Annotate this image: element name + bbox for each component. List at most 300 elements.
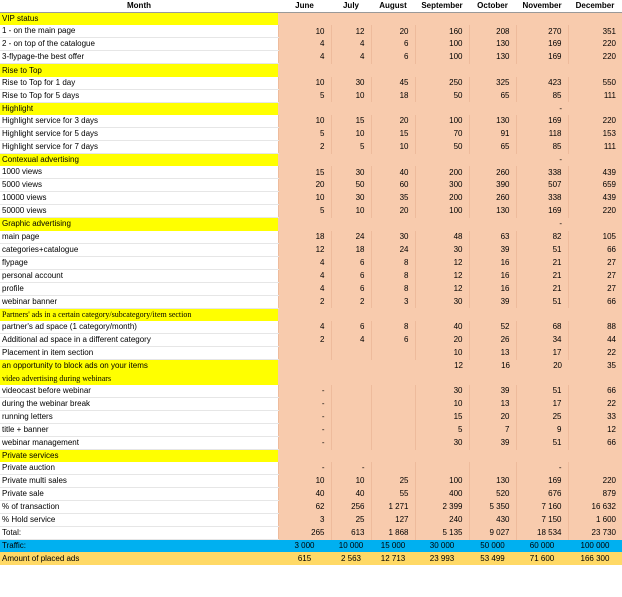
value-cell[interactable]: 100 xyxy=(415,51,469,64)
value-cell[interactable] xyxy=(371,411,415,424)
value-cell[interactable]: 1 600 xyxy=(568,514,622,527)
value-cell[interactable]: 30 000 xyxy=(415,540,469,553)
row-label-cell[interactable]: Placement in item section xyxy=(0,347,278,360)
value-cell[interactable]: 34 xyxy=(516,334,568,347)
value-cell[interactable]: 52 xyxy=(469,321,516,334)
value-cell[interactable]: 35 xyxy=(568,360,622,373)
value-cell[interactable] xyxy=(278,360,331,373)
value-cell[interactable] xyxy=(415,450,469,463)
value-cell[interactable]: 5 350 xyxy=(469,501,516,514)
value-cell[interactable]: 300 xyxy=(415,179,469,192)
value-cell[interactable]: 220 xyxy=(568,115,622,128)
value-cell[interactable]: 15 xyxy=(278,166,331,179)
row-label-cell[interactable]: webinar management xyxy=(0,437,278,450)
value-cell[interactable]: 4 xyxy=(331,51,371,64)
value-cell[interactable]: 25 xyxy=(331,514,371,527)
section-label-cell[interactable]: Private services xyxy=(0,450,278,463)
value-cell[interactable]: 20 xyxy=(469,411,516,424)
value-cell[interactable]: 1 868 xyxy=(371,527,415,540)
row-label-cell[interactable]: flypage xyxy=(0,256,278,269)
value-cell[interactable] xyxy=(371,64,415,77)
value-cell[interactable]: 7 xyxy=(469,424,516,437)
row-label-cell[interactable]: Highlight service for 7 days xyxy=(0,141,278,154)
value-cell[interactable]: 66 xyxy=(568,295,622,308)
header-september[interactable]: September xyxy=(415,0,469,13)
value-cell[interactable] xyxy=(278,102,331,115)
value-cell[interactable]: 338 xyxy=(516,166,568,179)
value-cell[interactable] xyxy=(415,462,469,475)
value-cell[interactable]: 50 xyxy=(415,89,469,102)
value-cell[interactable]: 39 xyxy=(469,437,516,450)
value-cell[interactable] xyxy=(469,218,516,231)
value-cell[interactable]: 118 xyxy=(516,128,568,141)
value-cell[interactable]: - xyxy=(516,218,568,231)
value-cell[interactable]: 20 xyxy=(371,115,415,128)
value-cell[interactable]: 8 xyxy=(371,256,415,269)
value-cell[interactable]: 6 xyxy=(371,334,415,347)
value-cell[interactable]: 613 xyxy=(331,527,371,540)
value-cell[interactable]: 130 xyxy=(469,38,516,51)
value-cell[interactable]: 13 xyxy=(469,398,516,411)
section-label-cell[interactable]: Highlight xyxy=(0,102,278,115)
value-cell[interactable]: 44 xyxy=(568,334,622,347)
section-label-cell[interactable]: VIP status xyxy=(0,13,278,26)
value-cell[interactable]: - xyxy=(278,398,331,411)
value-cell[interactable]: 18 xyxy=(371,89,415,102)
value-cell[interactable] xyxy=(371,360,415,373)
value-cell[interactable]: 60 xyxy=(371,179,415,192)
value-cell[interactable]: 30 xyxy=(371,231,415,244)
value-cell[interactable]: 82 xyxy=(516,231,568,244)
value-cell[interactable]: 66 xyxy=(568,437,622,450)
section-label-cell[interactable]: Partners' ads in a certain category/subcategory/item section xyxy=(0,308,278,321)
value-cell[interactable] xyxy=(278,308,331,321)
value-cell[interactable]: 65 xyxy=(469,141,516,154)
value-cell[interactable]: 10 xyxy=(278,115,331,128)
value-cell[interactable]: 4 xyxy=(331,38,371,51)
value-cell[interactable]: 50 xyxy=(331,179,371,192)
value-cell[interactable] xyxy=(568,102,622,115)
value-cell[interactable]: 15 xyxy=(371,128,415,141)
value-cell[interactable]: - xyxy=(331,462,371,475)
value-cell[interactable]: 40 xyxy=(278,488,331,501)
value-cell[interactable]: - xyxy=(278,385,331,398)
value-cell[interactable]: 169 xyxy=(516,475,568,488)
row-label-cell[interactable]: Highlight service for 3 days xyxy=(0,115,278,128)
value-cell[interactable]: 91 xyxy=(469,128,516,141)
value-cell[interactable]: 2 xyxy=(278,334,331,347)
value-cell[interactable] xyxy=(469,102,516,115)
value-cell[interactable]: 200 xyxy=(415,166,469,179)
row-label-cell[interactable]: Amount of placed ads xyxy=(0,552,278,565)
value-cell[interactable]: 439 xyxy=(568,166,622,179)
value-cell[interactable] xyxy=(371,462,415,475)
value-cell[interactable]: 62 xyxy=(278,501,331,514)
value-cell[interactable]: 10 000 xyxy=(331,540,371,553)
value-cell[interactable]: 220 xyxy=(568,38,622,51)
value-cell[interactable]: - xyxy=(278,462,331,475)
value-cell[interactable]: 23 730 xyxy=(568,527,622,540)
value-cell[interactable]: 39 xyxy=(469,385,516,398)
value-cell[interactable]: 127 xyxy=(371,514,415,527)
value-cell[interactable]: 70 xyxy=(415,128,469,141)
value-cell[interactable]: 5 xyxy=(415,424,469,437)
row-label-cell[interactable]: % Hold service xyxy=(0,514,278,527)
value-cell[interactable]: 25 xyxy=(371,475,415,488)
row-label-cell[interactable]: 2 - on top of the catalogue xyxy=(0,38,278,51)
row-label-cell[interactable]: main page xyxy=(0,231,278,244)
value-cell[interactable] xyxy=(331,385,371,398)
value-cell[interactable]: 400 xyxy=(415,488,469,501)
value-cell[interactable] xyxy=(371,372,415,385)
value-cell[interactable]: 6 xyxy=(331,256,371,269)
value-cell[interactable]: 169 xyxy=(516,205,568,218)
value-cell[interactable]: 23 993 xyxy=(415,552,469,565)
value-cell[interactable] xyxy=(371,424,415,437)
value-cell[interactable]: 9 027 xyxy=(469,527,516,540)
value-cell[interactable] xyxy=(516,64,568,77)
value-cell[interactable]: 68 xyxy=(516,321,568,334)
value-cell[interactable]: 12 xyxy=(331,25,371,38)
value-cell[interactable] xyxy=(331,372,371,385)
value-cell[interactable]: 256 xyxy=(331,501,371,514)
value-cell[interactable]: 10 xyxy=(278,475,331,488)
value-cell[interactable]: 3 xyxy=(278,514,331,527)
section-label-cell[interactable]: an opportunity to block ads on your items xyxy=(0,360,278,373)
value-cell[interactable]: 40 xyxy=(415,321,469,334)
value-cell[interactable]: 48 xyxy=(415,231,469,244)
value-cell[interactable]: 6 xyxy=(331,269,371,282)
value-cell[interactable]: 105 xyxy=(568,231,622,244)
value-cell[interactable]: 5 xyxy=(278,205,331,218)
value-cell[interactable]: 27 xyxy=(568,256,622,269)
value-cell[interactable] xyxy=(568,13,622,26)
value-cell[interactable]: 220 xyxy=(568,51,622,64)
value-cell[interactable]: 520 xyxy=(469,488,516,501)
value-cell[interactable]: 30 xyxy=(331,166,371,179)
value-cell[interactable] xyxy=(568,462,622,475)
value-cell[interactable]: 879 xyxy=(568,488,622,501)
value-cell[interactable]: 8 xyxy=(371,282,415,295)
value-cell[interactable]: 30 xyxy=(415,437,469,450)
value-cell[interactable]: 659 xyxy=(568,179,622,192)
value-cell[interactable]: 153 xyxy=(568,128,622,141)
section-label-cell[interactable]: Graphic advertising xyxy=(0,218,278,231)
value-cell[interactable]: 40 xyxy=(331,488,371,501)
value-cell[interactable] xyxy=(415,154,469,167)
value-cell[interactable] xyxy=(516,13,568,26)
value-cell[interactable]: 51 xyxy=(516,385,568,398)
row-label-cell[interactable]: webinar banner xyxy=(0,295,278,308)
value-cell[interactable]: 10 xyxy=(415,398,469,411)
row-label-cell[interactable]: Total: xyxy=(0,527,278,540)
value-cell[interactable]: 265 xyxy=(278,527,331,540)
row-label-cell[interactable]: running letters xyxy=(0,411,278,424)
value-cell[interactable]: 22 xyxy=(568,347,622,360)
value-cell[interactable]: 4 xyxy=(278,256,331,269)
value-cell[interactable] xyxy=(278,64,331,77)
value-cell[interactable] xyxy=(568,450,622,463)
value-cell[interactable]: 2 xyxy=(278,141,331,154)
value-cell[interactable]: 507 xyxy=(516,179,568,192)
value-cell[interactable] xyxy=(331,218,371,231)
value-cell[interactable]: 12 xyxy=(568,424,622,437)
value-cell[interactable]: 65 xyxy=(469,89,516,102)
value-cell[interactable]: 13 xyxy=(469,347,516,360)
header-august[interactable]: August xyxy=(371,0,415,13)
value-cell[interactable]: 4 xyxy=(278,38,331,51)
value-cell[interactable]: 50 xyxy=(415,141,469,154)
value-cell[interactable]: 16 xyxy=(469,256,516,269)
value-cell[interactable] xyxy=(278,450,331,463)
value-cell[interactable]: 1 271 xyxy=(371,501,415,514)
value-cell[interactable] xyxy=(516,450,568,463)
value-cell[interactable]: 3 xyxy=(371,295,415,308)
row-label-cell[interactable]: 5000 views xyxy=(0,179,278,192)
value-cell[interactable]: 35 xyxy=(371,192,415,205)
row-label-cell[interactable]: during the webinar break xyxy=(0,398,278,411)
value-cell[interactable]: - xyxy=(516,154,568,167)
value-cell[interactable]: 51 xyxy=(516,295,568,308)
value-cell[interactable]: 10 xyxy=(331,128,371,141)
value-cell[interactable] xyxy=(278,13,331,26)
value-cell[interactable]: 21 xyxy=(516,256,568,269)
value-cell[interactable]: 10 xyxy=(331,205,371,218)
value-cell[interactable]: 27 xyxy=(568,269,622,282)
value-cell[interactable]: 4 xyxy=(331,334,371,347)
value-cell[interactable]: 4 xyxy=(278,269,331,282)
value-cell[interactable]: 208 xyxy=(469,25,516,38)
value-cell[interactable]: 270 xyxy=(516,25,568,38)
value-cell[interactable]: 200 xyxy=(415,192,469,205)
value-cell[interactable]: 71 600 xyxy=(516,552,568,565)
value-cell[interactable]: 6 xyxy=(331,321,371,334)
value-cell[interactable]: 9 xyxy=(516,424,568,437)
value-cell[interactable]: 10 xyxy=(278,192,331,205)
value-cell[interactable]: 8 xyxy=(371,321,415,334)
value-cell[interactable]: 2 399 xyxy=(415,501,469,514)
value-cell[interactable] xyxy=(469,372,516,385)
value-cell[interactable]: 15 xyxy=(415,411,469,424)
value-cell[interactable]: 60 000 xyxy=(516,540,568,553)
value-cell[interactable] xyxy=(331,64,371,77)
value-cell[interactable]: 16 xyxy=(469,269,516,282)
row-label-cell[interactable]: % of transaction xyxy=(0,501,278,514)
section-label-cell[interactable]: Contexual advertising xyxy=(0,154,278,167)
value-cell[interactable] xyxy=(371,13,415,26)
value-cell[interactable]: 130 xyxy=(469,51,516,64)
value-cell[interactable]: 439 xyxy=(568,192,622,205)
value-cell[interactable] xyxy=(415,64,469,77)
value-cell[interactable]: 24 xyxy=(331,231,371,244)
value-cell[interactable]: 12 xyxy=(415,256,469,269)
value-cell[interactable]: 615 xyxy=(278,552,331,565)
value-cell[interactable]: 2 xyxy=(278,295,331,308)
value-cell[interactable]: 30 xyxy=(331,77,371,90)
row-label-cell[interactable]: Private multi sales xyxy=(0,475,278,488)
value-cell[interactable] xyxy=(371,450,415,463)
value-cell[interactable]: 39 xyxy=(469,243,516,256)
value-cell[interactable] xyxy=(568,154,622,167)
row-label-cell[interactable]: Traffic: xyxy=(0,540,278,553)
value-cell[interactable] xyxy=(278,218,331,231)
value-cell[interactable]: 15 xyxy=(331,115,371,128)
value-cell[interactable] xyxy=(469,462,516,475)
value-cell[interactable]: 166 300 xyxy=(568,552,622,565)
value-cell[interactable]: 8 xyxy=(371,269,415,282)
value-cell[interactable]: 17 xyxy=(516,398,568,411)
value-cell[interactable] xyxy=(331,437,371,450)
value-cell[interactable]: - xyxy=(278,437,331,450)
value-cell[interactable]: 12 xyxy=(278,243,331,256)
value-cell[interactable]: 85 xyxy=(516,141,568,154)
row-label-cell[interactable]: Rise to Top for 5 days xyxy=(0,89,278,102)
header-july[interactable]: July xyxy=(331,0,371,13)
value-cell[interactable]: 30 xyxy=(415,243,469,256)
value-cell[interactable]: 12 xyxy=(415,360,469,373)
header-november[interactable]: November xyxy=(516,0,568,13)
row-label-cell[interactable]: categories+catalogue xyxy=(0,243,278,256)
value-cell[interactable]: 30 xyxy=(415,385,469,398)
value-cell[interactable]: 5 xyxy=(331,141,371,154)
value-cell[interactable]: - xyxy=(516,102,568,115)
value-cell[interactable] xyxy=(469,450,516,463)
value-cell[interactable]: 30 xyxy=(331,192,371,205)
value-cell[interactable] xyxy=(278,372,331,385)
value-cell[interactable]: - xyxy=(278,424,331,437)
value-cell[interactable]: 2 563 xyxy=(331,552,371,565)
value-cell[interactable]: 10 xyxy=(415,347,469,360)
value-cell[interactable] xyxy=(278,154,331,167)
value-cell[interactable]: 45 xyxy=(371,77,415,90)
value-cell[interactable]: 4 xyxy=(278,282,331,295)
value-cell[interactable]: 20 xyxy=(371,205,415,218)
row-label-cell[interactable]: title + banner xyxy=(0,424,278,437)
value-cell[interactable]: 7 150 xyxy=(516,514,568,527)
value-cell[interactable]: 12 713 xyxy=(371,552,415,565)
value-cell[interactable]: 20 xyxy=(278,179,331,192)
value-cell[interactable]: 325 xyxy=(469,77,516,90)
value-cell[interactable]: 2 xyxy=(331,295,371,308)
value-cell[interactable]: 250 xyxy=(415,77,469,90)
value-cell[interactable]: 100 xyxy=(415,475,469,488)
value-cell[interactable]: 10 xyxy=(331,89,371,102)
value-cell[interactable]: 16 xyxy=(469,360,516,373)
value-cell[interactable]: 55 xyxy=(371,488,415,501)
value-cell[interactable]: - xyxy=(516,462,568,475)
value-cell[interactable] xyxy=(278,347,331,360)
value-cell[interactable]: 7 160 xyxy=(516,501,568,514)
row-label-cell[interactable]: Rise to Top for 1 day xyxy=(0,77,278,90)
value-cell[interactable]: 169 xyxy=(516,38,568,51)
value-cell[interactable]: 100 000 xyxy=(568,540,622,553)
value-cell[interactable]: 26 xyxy=(469,334,516,347)
value-cell[interactable]: 100 xyxy=(415,115,469,128)
value-cell[interactable]: 550 xyxy=(568,77,622,90)
header-june[interactable]: June xyxy=(278,0,331,13)
value-cell[interactable]: 30 xyxy=(415,295,469,308)
value-cell[interactable]: 5 135 xyxy=(415,527,469,540)
value-cell[interactable] xyxy=(568,64,622,77)
header-month[interactable]: Month xyxy=(0,0,278,13)
value-cell[interactable]: 27 xyxy=(568,282,622,295)
row-label-cell[interactable]: 3-flypage-the best offer xyxy=(0,51,278,64)
value-cell[interactable]: 51 xyxy=(516,437,568,450)
value-cell[interactable]: 423 xyxy=(516,77,568,90)
value-cell[interactable]: 6 xyxy=(331,282,371,295)
value-cell[interactable] xyxy=(568,218,622,231)
value-cell[interactable]: 24 xyxy=(371,243,415,256)
value-cell[interactable]: 111 xyxy=(568,89,622,102)
value-cell[interactable]: 21 xyxy=(516,282,568,295)
value-cell[interactable]: 20 xyxy=(516,360,568,373)
value-cell[interactable] xyxy=(516,308,568,321)
value-cell[interactable]: 16 632 xyxy=(568,501,622,514)
value-cell[interactable]: 50 000 xyxy=(469,540,516,553)
value-cell[interactable] xyxy=(415,102,469,115)
header-october[interactable]: October xyxy=(469,0,516,13)
value-cell[interactable] xyxy=(371,102,415,115)
value-cell[interactable] xyxy=(415,372,469,385)
value-cell[interactable] xyxy=(331,308,371,321)
value-cell[interactable] xyxy=(331,360,371,373)
value-cell[interactable]: 10 xyxy=(371,141,415,154)
value-cell[interactable]: 169 xyxy=(516,51,568,64)
row-label-cell[interactable]: partner's ad space (1 category/month) xyxy=(0,321,278,334)
value-cell[interactable] xyxy=(371,218,415,231)
value-cell[interactable]: 260 xyxy=(469,192,516,205)
value-cell[interactable]: 66 xyxy=(568,385,622,398)
value-cell[interactable]: 16 xyxy=(469,282,516,295)
value-cell[interactable] xyxy=(469,154,516,167)
value-cell[interactable]: 51 xyxy=(516,243,568,256)
value-cell[interactable]: 260 xyxy=(469,166,516,179)
value-cell[interactable] xyxy=(331,154,371,167)
value-cell[interactable]: 5 xyxy=(278,89,331,102)
value-cell[interactable]: 6 xyxy=(371,51,415,64)
value-cell[interactable] xyxy=(371,385,415,398)
value-cell[interactable]: 676 xyxy=(516,488,568,501)
value-cell[interactable]: 33 xyxy=(568,411,622,424)
section-label-cell[interactable]: video advertising during webinars xyxy=(0,372,278,385)
row-label-cell[interactable]: Additional ad space in a different category xyxy=(0,334,278,347)
value-cell[interactable]: 20 xyxy=(371,25,415,38)
value-cell[interactable]: 220 xyxy=(568,475,622,488)
value-cell[interactable] xyxy=(469,308,516,321)
row-label-cell[interactable]: 10000 views xyxy=(0,192,278,205)
value-cell[interactable] xyxy=(331,102,371,115)
value-cell[interactable]: 39 xyxy=(469,295,516,308)
value-cell[interactable]: 17 xyxy=(516,347,568,360)
value-cell[interactable] xyxy=(516,372,568,385)
value-cell[interactable]: 63 xyxy=(469,231,516,244)
value-cell[interactable] xyxy=(331,424,371,437)
value-cell[interactable]: 10 xyxy=(278,25,331,38)
value-cell[interactable]: 18 xyxy=(331,243,371,256)
value-cell[interactable]: 4 xyxy=(278,321,331,334)
row-label-cell[interactable]: Private auction xyxy=(0,462,278,475)
value-cell[interactable]: 15 000 xyxy=(371,540,415,553)
value-cell[interactable] xyxy=(415,308,469,321)
value-cell[interactable] xyxy=(371,398,415,411)
value-cell[interactable] xyxy=(331,450,371,463)
value-cell[interactable]: 22 xyxy=(568,398,622,411)
value-cell[interactable]: 160 xyxy=(415,25,469,38)
value-cell[interactable]: 5 xyxy=(278,128,331,141)
value-cell[interactable] xyxy=(371,347,415,360)
value-cell[interactable]: 25 xyxy=(516,411,568,424)
row-label-cell[interactable]: 1000 views xyxy=(0,166,278,179)
